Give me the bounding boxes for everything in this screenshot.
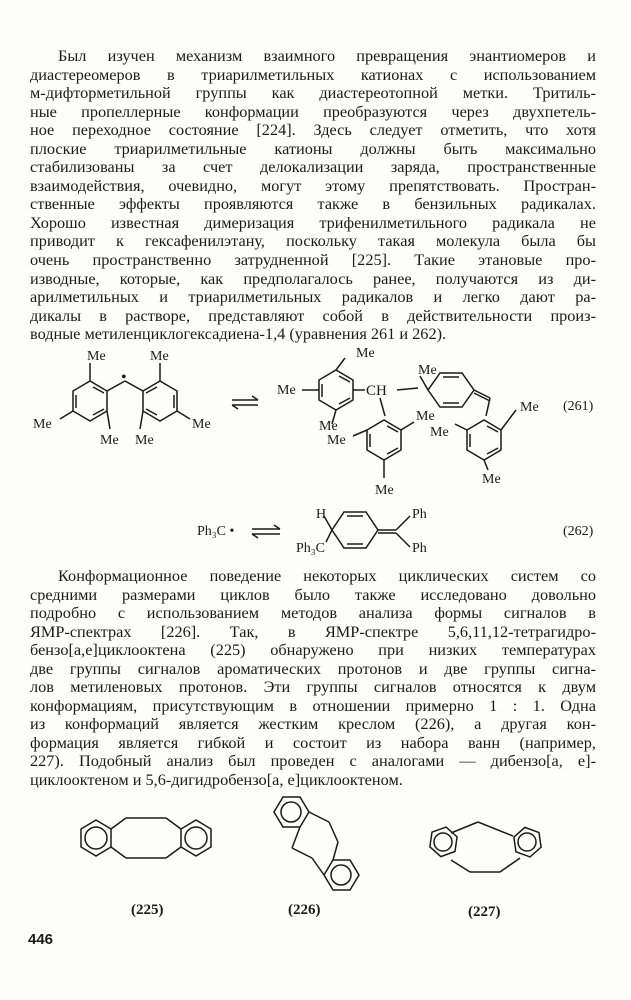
paragraph-conformation	[30, 567, 596, 790]
structure-label-226: (226)	[288, 902, 321, 918]
me-label: Me	[356, 346, 375, 361]
text-line: 227). Подобный анализ был проведен с аналогами — дибензо[a, e]-	[30, 751, 596, 771]
me-label: Me	[135, 433, 154, 448]
text-line: формация является гибкой и состоит из набора ванн (например,	[30, 732, 596, 752]
equilibrium-arrow-261	[232, 396, 258, 409]
me-label: Me	[520, 400, 539, 415]
structure-227	[425, 822, 545, 872]
ph3c-label: Ph₃C	[296, 541, 326, 556]
structure-226	[274, 797, 359, 890]
structure-225	[81, 818, 211, 858]
text-line: средними размерами циклов было также исследовано довольно	[30, 584, 596, 604]
equation-number-261: (261)	[563, 399, 594, 414]
text-line: стабилизованы за счет делокализации заряда, пространственные	[30, 157, 596, 177]
equilibrium-arrow-262	[252, 525, 280, 538]
me-label: Me	[150, 349, 169, 364]
page-number: 446	[28, 931, 54, 948]
me-label: Me	[33, 417, 52, 432]
me-label: Me	[100, 433, 119, 448]
text-line: м-дифторметильной группы как диастереотопной метки. Тритиль-	[30, 83, 596, 103]
text-line: циклооктеном и 5,6-дигидробензо[a, e]циклооктеном.	[30, 770, 403, 790]
dimer-structure	[302, 358, 516, 478]
me-label: Me	[418, 363, 437, 378]
hydrogen-label: H	[316, 507, 327, 522]
text-line: дикалы в растворе, представляют собой в действительности произ-	[30, 305, 596, 325]
text-line: очень пространственно затрудненной [225]. Такие этановые про-	[30, 250, 596, 270]
equation-number-262: (262)	[563, 524, 594, 539]
text-line: из конформаций является жестким креслом (226), а другая кон-	[30, 714, 596, 734]
me-label: Me	[327, 433, 346, 448]
text-line: диастереомеров в триарилметильных катионах с использованием	[30, 64, 596, 84]
me-label: Me	[430, 425, 449, 440]
ch-label: CH	[366, 383, 387, 399]
structure-label-225: (225)	[131, 902, 164, 918]
me-label: Me	[416, 409, 435, 424]
text-line: ственные эффекты проявляются также в бензильных радикалах.	[30, 194, 596, 214]
methylenecyclohexadiene-structure	[324, 512, 410, 548]
text-line: бензо[a,e]циклооктена (225) обнаружено при низких температурах	[30, 640, 596, 660]
structure-label-227: (227)	[468, 904, 501, 920]
phenyl-label: Ph	[412, 541, 427, 556]
text-line: Конформационное поведение некоторых циклических систем со	[58, 566, 596, 585]
text-line: ЯМР-спектрах [226]. Так, в ЯМР-спектре 5,6,11,12-тетрагидро-	[30, 621, 596, 641]
me-label: Me	[87, 349, 106, 364]
me-label: Me	[319, 419, 338, 434]
text-line: плоские триарилметильные катионы должны быть максимально	[30, 138, 596, 158]
text-line: Был изучен механизм взаимного превращения энантиомеров и	[58, 46, 596, 65]
text-line: арилметильных и триарилметильных радикалов и легко дают ра-	[30, 287, 596, 307]
me-label: Me	[192, 417, 211, 432]
text-line: ные пропеллерные конформации преобразуются через двухпетель-	[30, 101, 596, 121]
text-line: приводит к гексафенилэтану, поскольку такая молекула была бы	[30, 231, 596, 251]
phenyl-label: Ph	[412, 507, 427, 522]
text-line: Хорошо известная димеризация трифенилметильного радикала не	[30, 212, 596, 232]
text-line: подробно с использованием методов анализа формы сигналов в	[30, 603, 596, 623]
text-line: водные метиленциклогексадиена-1,4 (уравнения 261 и 262).	[30, 324, 447, 344]
me-label: Me	[482, 472, 501, 487]
me-label: Me	[375, 483, 394, 498]
triphenylmethyl-radical-label: Ph₃C •	[197, 524, 235, 539]
text-line: взаимодействия, очевидно, могут этому препятствовать. Простран-	[30, 175, 596, 195]
text-line: изводные, которые, как предполагалось ранее, получаются из ди-	[30, 268, 596, 288]
text-line: ное переходное состояние [224]. Здесь следует отметить, что хотя	[30, 120, 596, 140]
radical-dot: •	[121, 369, 127, 386]
text-line: конформациям, присутствующим в отношении примерно 1 : 1. Одна	[30, 695, 596, 715]
me-label: Me	[277, 383, 296, 398]
text-line: лов метиленовых протонов. Эти группы сигналов относятся к двум	[30, 677, 596, 697]
text-line: две группы сигналов ароматических протонов и две группы сигна-	[30, 658, 596, 678]
